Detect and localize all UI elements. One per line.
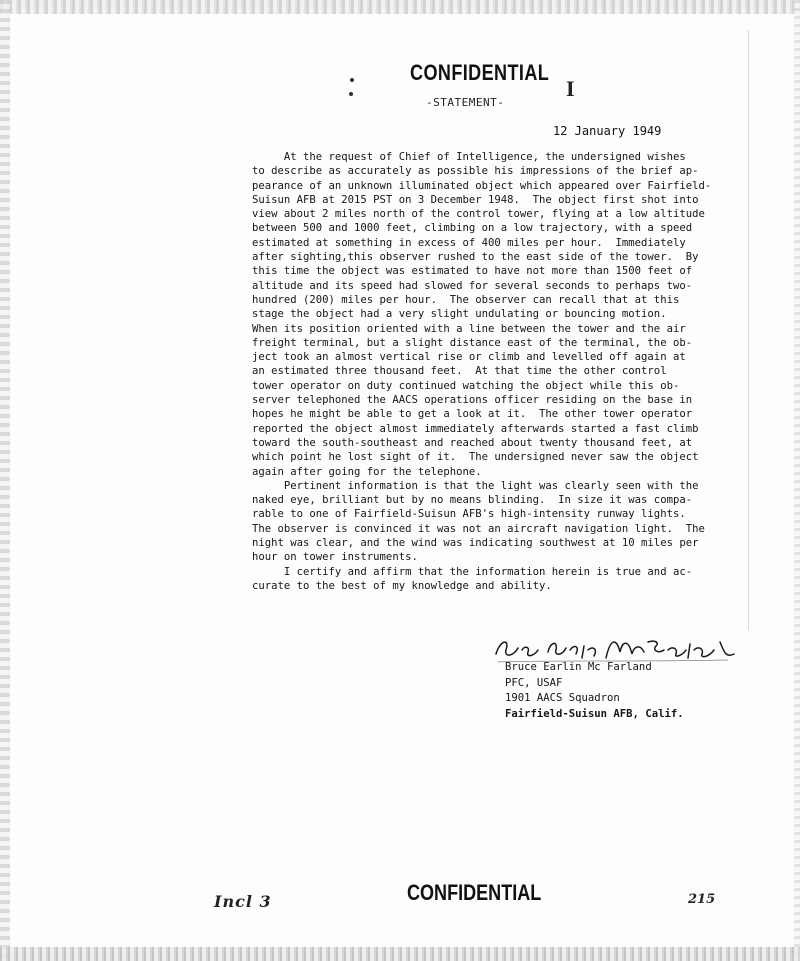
text-line: hundred (200) miles per hour. The observer can recall that at this	[252, 293, 680, 306]
text-line: ject took an almost vertical rise or climb and levelled off again at	[252, 351, 686, 364]
signer-location: Fairfield-Suisun AFB, Calif.	[505, 707, 684, 720]
text-line: server telephoned the AACS operations officer residing on the base in	[252, 394, 693, 407]
text-line: which point he lost sight of it. The undersigned never saw the object	[252, 451, 699, 464]
text-line: night was clear, and the wind was indicating southwest at 10 miles per	[252, 537, 699, 550]
document-type: -STATEMENT-	[426, 96, 505, 109]
text-line: I certify and affirm that the information herein is true and ac-	[252, 565, 693, 578]
signer-name: Bruce Earlin Mc Farland	[505, 661, 652, 673]
scan-edge-right	[794, 0, 800, 961]
text-line: hopes he might be able to get a look at it. The other tower operator	[252, 408, 693, 421]
text-line: an estimated three thousand feet. At that time the other control	[252, 365, 667, 378]
text-line: At the request of Chief of Intelligence, the undersigned wishes	[252, 151, 686, 163]
text-line: after sighting,this observer rushed to the east side of the tower. By	[252, 251, 699, 264]
classification-header: CONFIDENTIAL	[410, 60, 550, 85]
text-line: hour on tower instruments.	[252, 551, 418, 564]
paragraph	[252, 150, 752, 479]
text-line: toward the south-southeast and reached about twenty thousand feet, at	[252, 436, 693, 449]
text-line: view about 2 miles north of the control tower, flying at a low altitude	[252, 208, 705, 221]
text-line: again after going for the telephone.	[252, 465, 482, 478]
signer-rank: PFC, USAF	[505, 676, 563, 689]
text-line: stage the object had a very slight undulating or bouncing motion.	[252, 308, 667, 321]
text-line: naked eye, brilliant but by no means blinding. In size it was compa-	[252, 494, 693, 507]
paragraph	[252, 565, 752, 594]
text-line: Pertinent information is that the light was clearly seen with the	[252, 479, 699, 492]
scan-edge-left	[0, 0, 10, 961]
signer-unit: 1901 AACS Squadron	[505, 692, 620, 704]
text-line: pearance of an unknown illuminated object which appeared over Fairfield-	[252, 179, 712, 192]
text-line: freight terminal, but a slight distance east of the terminal, the ob-	[252, 336, 693, 349]
statement-body	[252, 150, 752, 593]
scan-edge-top	[0, 0, 800, 14]
text-line: When its position oriented with a line between the tower and the air	[252, 322, 686, 335]
dot-mark	[349, 92, 353, 96]
page-number: 215	[688, 892, 716, 907]
text-line: between 500 and 1000 feet, climbing on a low trajectory, with a speed	[252, 222, 693, 235]
classification-footer: CONFIDENTIAL	[407, 880, 542, 905]
text-line: The observer is convinced it was not an aircraft navigation light. The	[252, 522, 705, 535]
text-line: tower operator on duty continued watching the object while this ob-	[252, 379, 680, 392]
scan-edge-bottom	[0, 947, 800, 961]
text-line: this time the object was estimated to have not more than 1500 feet of	[252, 265, 693, 278]
text-line: rable to one of Fairfield-Suisun AFB's high-intensity runway lights.	[252, 508, 686, 521]
document-date: 12 January 1949	[553, 124, 662, 138]
text-line: estimated at something in excess of 400 miles per hour. Immediately	[252, 236, 686, 249]
inclosure-mark: Incl 3	[214, 892, 272, 911]
text-line: Suisun AFB at 2015 PST on 3 December 1948. The object first shot into	[252, 193, 699, 206]
paragraph	[252, 479, 752, 565]
text-line: altitude and its speed had slowed for several seconds to perhaps two-	[252, 279, 693, 292]
dot-mark	[350, 78, 354, 82]
text-line: reported the object almost immediately afterwards started a fast climb	[252, 422, 699, 435]
text-line: to describe as accurately as possible his impressions of the brief ap-	[252, 165, 699, 178]
roman-numeral-mark: I	[566, 76, 575, 101]
signature-block	[505, 660, 684, 722]
text-line: curate to the best of my knowledge and ability.	[252, 579, 552, 592]
